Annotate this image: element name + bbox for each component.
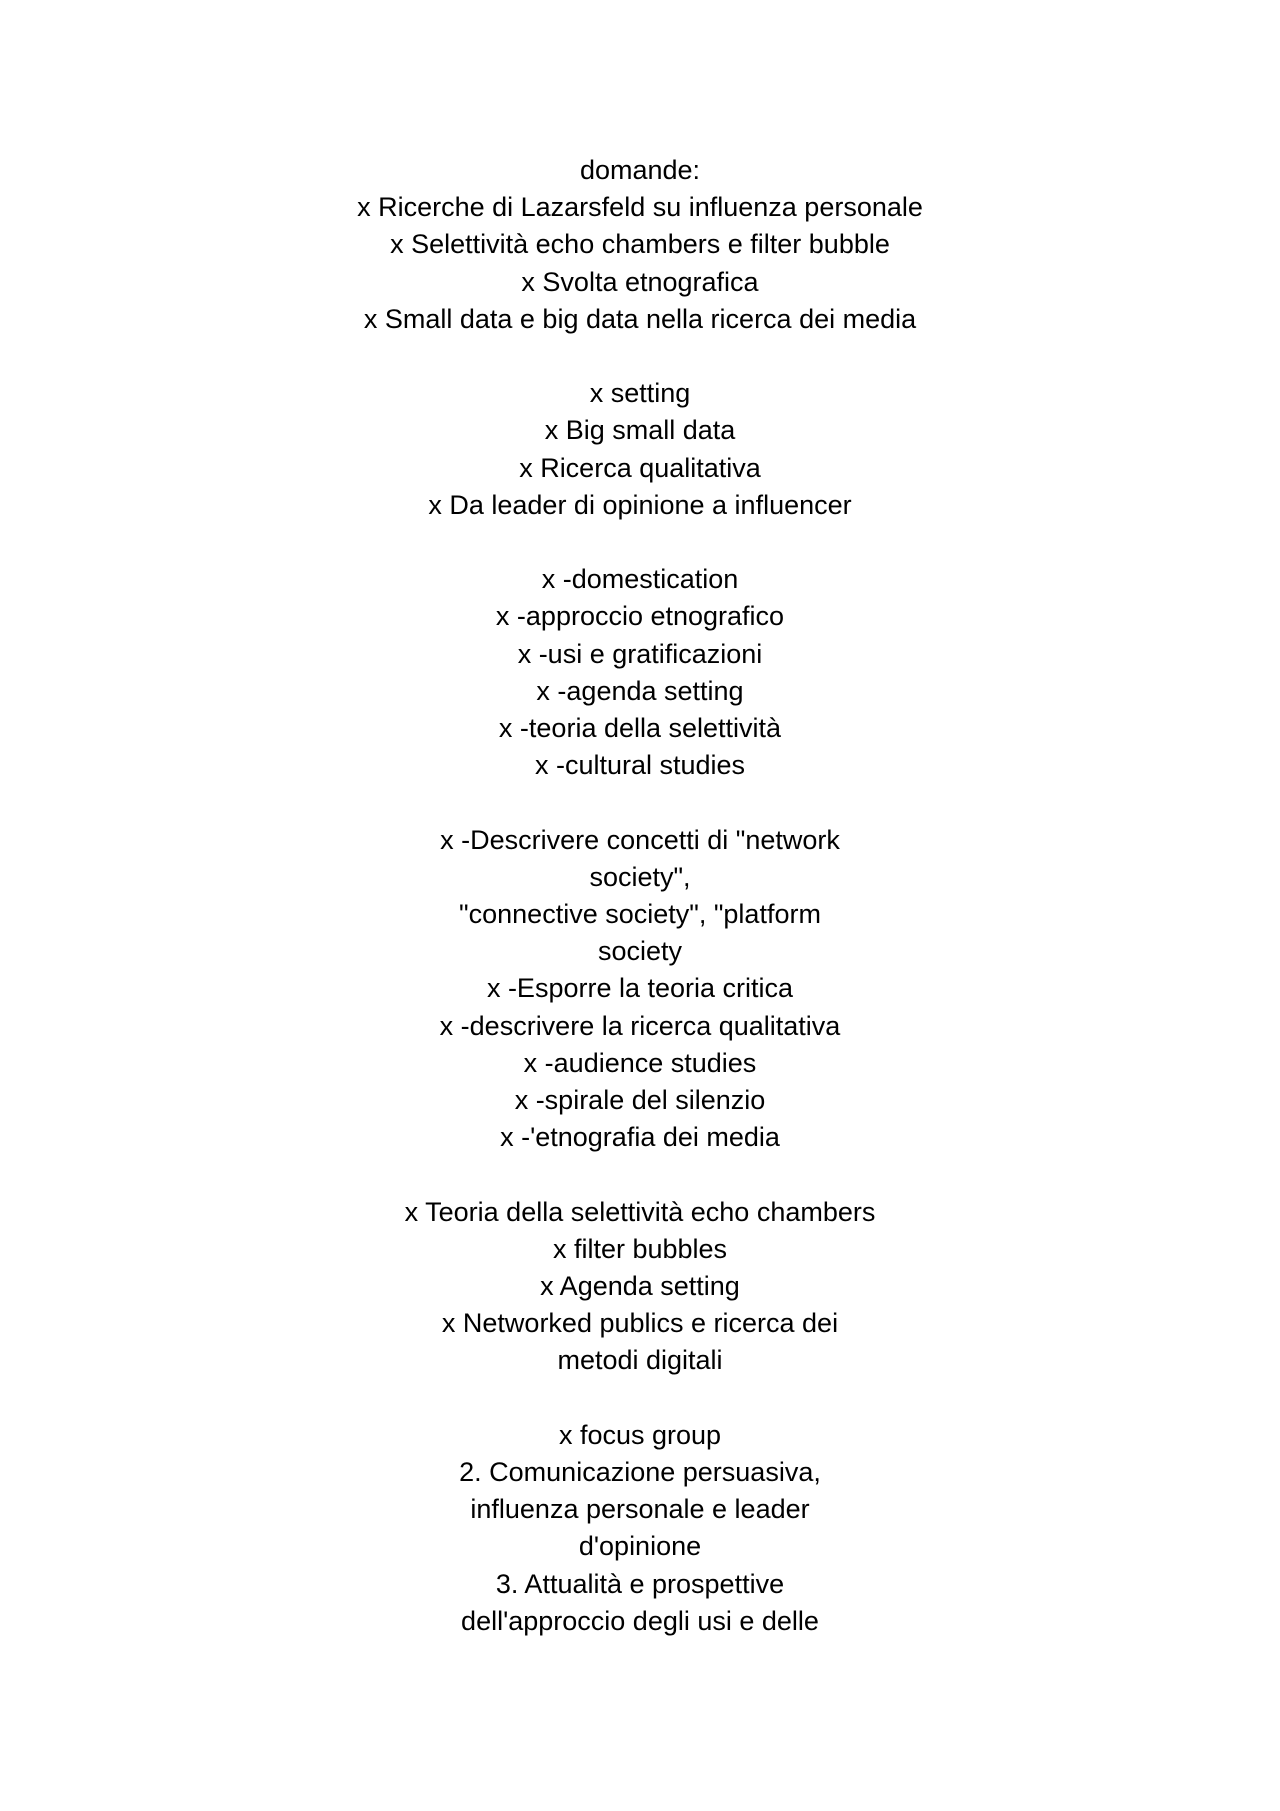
question-group-2: [0, 375, 1280, 524]
question-line: x -approccio etnografico: [495, 601, 785, 632]
question-line: x Ricerca qualitativa: [519, 452, 761, 483]
question-line: x Ricerche di Lazarsfeld su influenza personale: [357, 192, 923, 223]
blank-line: [0, 1380, 1280, 1417]
question-line: x Svolta etnografica: [521, 266, 759, 297]
question-group-3: [0, 561, 1280, 784]
question-line: d'opinione: [578, 1531, 702, 1562]
question-line: 3. Attualità e prospettive: [495, 1568, 785, 1599]
blank-line: [0, 524, 1280, 561]
question-line: x -cultural studies: [534, 750, 746, 781]
question-line: x -audience studies: [523, 1047, 757, 1078]
question-line: x -spirale del silenzio: [514, 1085, 766, 1116]
question-line: x Small data e big data nella ricerca dei media: [363, 303, 917, 334]
question-line: metodi digitali: [557, 1345, 723, 1376]
blank-line: [0, 784, 1280, 821]
question-line: x Teoria della selettività echo chambers: [404, 1196, 876, 1227]
question-line: society: [597, 936, 683, 967]
question-line: x Selettività echo chambers e filter bubble: [390, 229, 890, 260]
question-line: x -usi e gratificazioni: [517, 638, 763, 669]
question-line: "connective society", "platform: [459, 899, 821, 930]
question-line: x setting: [589, 378, 691, 409]
question-group-5: [0, 1194, 1280, 1380]
question-line: x -'etnografia dei media: [500, 1122, 780, 1153]
question-line: 2. Comunicazione persuasiva,: [459, 1457, 821, 1488]
question-line: x Da leader di opinione a influencer: [428, 489, 852, 520]
question-line: x -descrivere la ricerca qualitativa: [439, 1010, 841, 1041]
question-line: x -domestication: [541, 564, 739, 595]
question-line: society",: [589, 861, 691, 892]
question-line: x Big small data: [544, 415, 736, 446]
question-line: x filter bubbles: [552, 1233, 728, 1264]
document-page: [0, 152, 1280, 1640]
question-line: x -agenda setting: [536, 675, 744, 706]
question-line: x -Esporre la teoria critica: [486, 973, 794, 1004]
question-line: x focus group: [558, 1419, 722, 1450]
question-line: x -Descrivere concetti di "network: [440, 824, 840, 855]
heading: domande:: [579, 155, 701, 185]
question-line: x Agenda setting: [540, 1271, 740, 1302]
blank-line: [0, 338, 1280, 375]
question-line: dell'approccio degli usi e delle: [461, 1605, 819, 1636]
question-group-4: [0, 822, 1280, 1157]
blank-line: [0, 1156, 1280, 1193]
question-group-6: [0, 1417, 1280, 1640]
question-line: influenza personale e leader: [470, 1494, 810, 1525]
question-line: x -teoria della selettività: [498, 713, 782, 744]
question-line: x Networked publics e ricerca dei: [441, 1308, 839, 1339]
question-group-1: [0, 189, 1280, 338]
